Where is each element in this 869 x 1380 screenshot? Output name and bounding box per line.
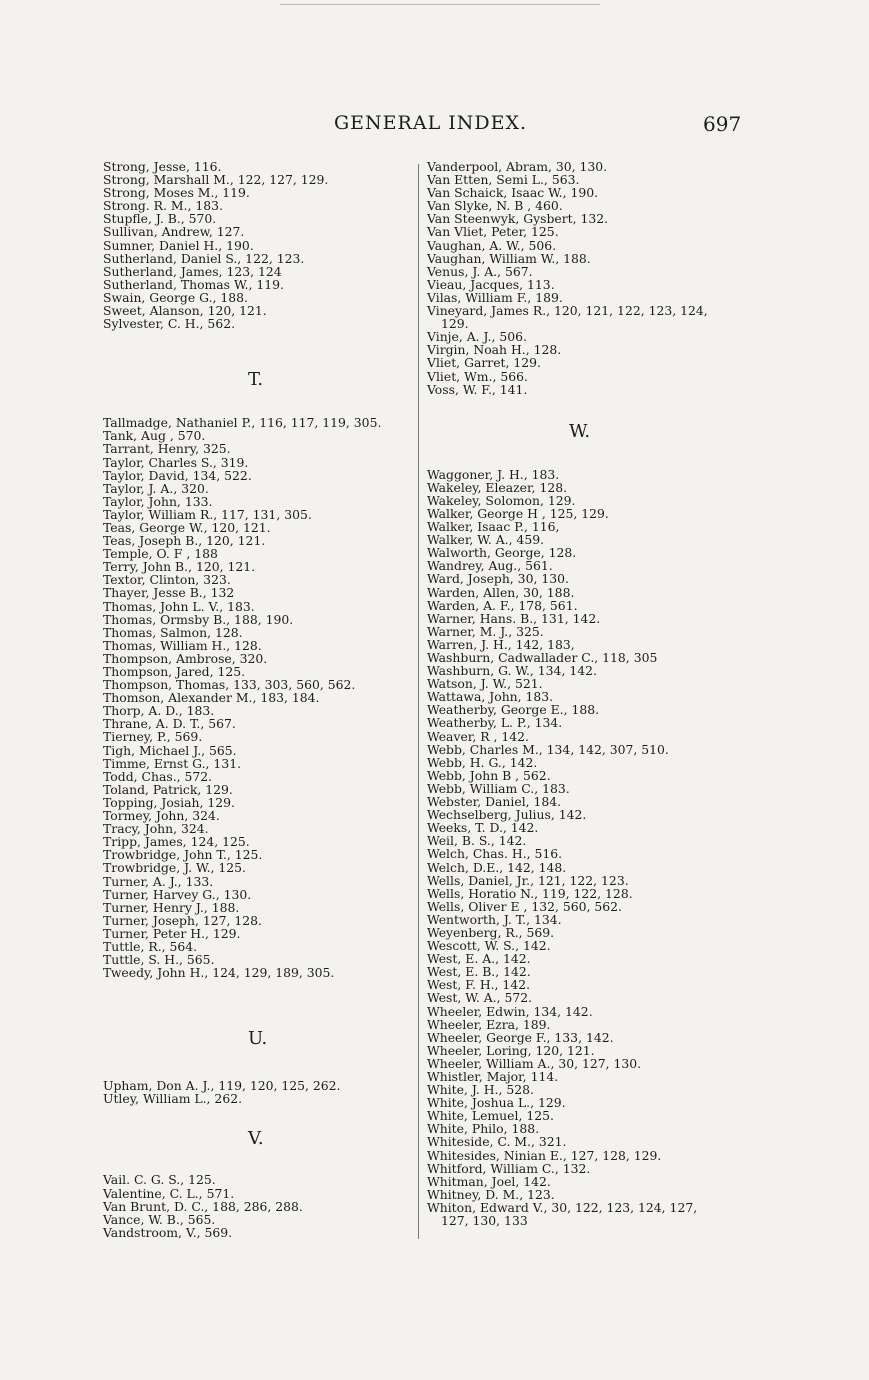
- index-entry: Wheeler, Edwin, 134, 142.: [427, 1003, 593, 1019]
- index-entry: Venus, J. A., 567.: [427, 263, 533, 279]
- index-entry: Vinje, A. J., 506.: [427, 329, 527, 345]
- index-entry: Wescott, W. S., 142.: [427, 938, 551, 954]
- index-entry: Sumner, Daniel H., 190.: [103, 237, 254, 253]
- index-entry: White, Philo, 188.: [427, 1121, 540, 1137]
- index-entry: Thomas, Ormsby B., 188, 190.: [103, 611, 294, 627]
- index-entry: Tierney, P., 569.: [103, 729, 203, 745]
- index-entry: Vail. C. G. S., 125.: [103, 1172, 216, 1188]
- index-entry: Taylor, Charles S., 319.: [103, 454, 249, 470]
- index-entry: White, Lemuel, 125.: [427, 1108, 554, 1124]
- index-entry: Teas, George W., 120, 121.: [103, 519, 271, 535]
- index-entry: Voss, W. F., 141.: [427, 381, 528, 397]
- column-divider: [418, 164, 419, 1239]
- index-entry: Warden, A. F., 178, 561.: [427, 597, 578, 613]
- index-entry: Whitford, William C., 132.: [427, 1160, 591, 1176]
- index-entry: Watson, J. W., 521.: [427, 676, 543, 692]
- index-entry: West, E. A., 142.: [427, 951, 531, 967]
- top-rule: [280, 4, 600, 5]
- index-entry: Wechselberg, Julius, 142.: [427, 807, 587, 823]
- index-entry: Waggoner, J. H., 183.: [427, 466, 560, 482]
- index-entry: Valentine, C. L., 571.: [103, 1185, 235, 1201]
- index-entry: West, F. H., 142.: [427, 977, 531, 993]
- index-entry: Wakeley, Eleazer, 128.: [427, 479, 568, 495]
- index-entry: Tripp, James, 124, 125.: [103, 834, 250, 850]
- index-entry: Turner, A. J., 133.: [103, 873, 214, 889]
- index-entry: Swain, George G., 188.: [103, 289, 248, 305]
- index-entry: Vineyard, James R., 120, 121, 122, 123, 124,: [427, 303, 708, 319]
- index-entry: Van Slyke, N. B , 460.: [427, 198, 563, 214]
- index-entry: Tank, Aug , 570.: [103, 428, 206, 444]
- index-entry: Thayer, Jesse B., 132: [103, 585, 235, 601]
- index-entry: Warden, Allen, 30, 188.: [427, 584, 575, 600]
- index-entry: Whiton, Edward V., 30, 122, 123, 124, 127,: [427, 1199, 698, 1215]
- index-entry: Turner, Peter H., 129.: [103, 925, 241, 941]
- index-entry: Wells, Daniel, Jr., 121, 122, 123.: [427, 872, 629, 888]
- index-entry: Strong, Marshall M., 122, 127, 129.: [103, 172, 329, 188]
- index-entry: White, J. H., 528.: [427, 1082, 534, 1098]
- index-entry: Tormey, John, 324.: [103, 808, 220, 824]
- section-heading: U.: [248, 1028, 268, 1050]
- index-entry: Tallmadge, Nathaniel P., 116, 117, 119, 305.: [103, 415, 382, 431]
- index-entry: Sweet, Alanson, 120, 121.: [103, 303, 267, 319]
- index-entry: Whitney, D. M., 123.: [427, 1186, 555, 1202]
- index-entry: Trowbridge, John T., 125.: [103, 847, 263, 863]
- page-title: GENERAL INDEX.: [334, 112, 528, 134]
- left-column: [103, 160, 403, 1239]
- index-entry: Webb, William C., 183.: [427, 780, 570, 796]
- index-entry: Toland, Patrick, 129.: [103, 781, 233, 797]
- index-entry: Webster, Daniel, 184.: [427, 794, 562, 810]
- index-entry: Wheeler, Loring, 120, 121.: [427, 1042, 595, 1058]
- index-entry: White, Joshua L., 129.: [427, 1095, 566, 1111]
- index-entry: Tigh, Michael J., 565.: [103, 742, 237, 758]
- index-entry: Upham, Don A. J., 119, 120, 125, 262.: [103, 1078, 341, 1094]
- section-heading: W.: [569, 420, 591, 442]
- index-entry: Taylor, William R., 117, 131, 305.: [103, 506, 312, 522]
- index-entry: Sutherland, Daniel S., 122, 123.: [103, 250, 305, 266]
- index-entry: Washburn, G. W., 134, 142.: [427, 663, 597, 679]
- index-entry: Weil, B. S., 142.: [427, 833, 527, 849]
- index-entry: Temple, O. F , 188: [103, 546, 218, 562]
- index-entry: Strong, Jesse, 116.: [103, 159, 222, 174]
- index-entry-continuation: 129.: [441, 316, 469, 332]
- index-entry: Van Etten, Semi L., 563.: [427, 172, 580, 188]
- index-entry: Walker, Isaac P., 116,: [427, 519, 560, 535]
- index-entry: Taylor, John, 133.: [103, 493, 213, 509]
- index-entry: Vieau, Jacques, 113.: [427, 276, 555, 292]
- index-entry: Vaughan, A. W., 506.: [427, 237, 557, 253]
- index-entry: Taylor, David, 134, 522.: [103, 467, 252, 483]
- index-entry: Tweedy, John H., 124, 129, 189, 305.: [103, 965, 335, 981]
- index-entry: Wheeler, George F., 133, 142.: [427, 1029, 614, 1045]
- index-entry: Strong, Moses M., 119.: [103, 185, 250, 201]
- index-entry: Topping, Josiah, 129.: [103, 794, 235, 810]
- index-entry: Vance, W. B., 565.: [103, 1211, 216, 1227]
- index-entry: Thompson, Jared, 125.: [103, 664, 246, 679]
- index-entry: Tarrant, Henry, 325.: [103, 441, 231, 457]
- index-entry: Wells, Oliver E , 132, 560, 562.: [427, 898, 623, 914]
- index-entry: Weatherby, George E., 188.: [427, 702, 600, 718]
- index-entry: Warner, M. J., 325.: [427, 623, 544, 639]
- index-entry: Turner, Joseph, 127, 128.: [103, 912, 262, 928]
- index-entry: Virgin, Noah H., 128.: [427, 342, 562, 358]
- section-heading: T.: [248, 369, 264, 391]
- page-header: [0, 112, 869, 140]
- index-entry: Warner, Hans. B., 131, 142.: [427, 610, 601, 626]
- index-entry: Thomas, John L. V., 183.: [103, 598, 255, 614]
- index-entry: Timme, Ernst G., 131.: [103, 755, 242, 771]
- index-entry: Wells, Horatio N., 119, 122, 128.: [427, 885, 633, 901]
- index-entry: Tuttle, R., 564.: [103, 938, 198, 954]
- index-entry: Vanderpool, Abram, 30, 130.: [427, 159, 608, 174]
- index-entry: Whiteside, C. M., 321.: [427, 1134, 567, 1150]
- index-entry: Tuttle, S. H., 565.: [103, 952, 215, 968]
- index-entry: Stupfle, J. B., 570.: [103, 211, 217, 227]
- index-entry: Weatherby, L. P., 134.: [427, 715, 563, 731]
- index-entry: Van Steenwyk, Gysbert, 132.: [427, 211, 609, 227]
- index-entry: Trowbridge, J. W., 125.: [103, 860, 246, 876]
- index-entry: Van Schaick, Isaac W., 190.: [427, 185, 599, 201]
- index-entry: Webb, H. G., 142.: [427, 754, 538, 770]
- index-entry: Wentworth, J. T., 134.: [427, 911, 562, 927]
- index-entry: Walworth, George, 128.: [427, 545, 577, 561]
- index-entry: Thomas, Salmon, 128.: [103, 624, 243, 640]
- index-entry: Weeks, T. D., 142.: [427, 820, 539, 836]
- index-entry: West, E. B., 142.: [427, 964, 531, 980]
- index-entry: Utley, William L., 262.: [103, 1091, 243, 1107]
- index-entry: Vandstroom, V., 569.: [103, 1224, 233, 1240]
- index-entry: Thorp, A. D., 183.: [103, 703, 215, 719]
- index-entry: Wandrey, Aug., 561.: [427, 558, 553, 574]
- index-entry: Thompson, Thomas, 133, 303, 560, 562.: [103, 677, 356, 693]
- index-entry: Teas, Joseph B., 120, 121.: [103, 533, 266, 549]
- index-entry: Thomas, William H., 128.: [103, 637, 262, 653]
- index-entry: Terry, John B., 120, 121.: [103, 559, 256, 575]
- index-entry: Welch, Chas. H., 516.: [427, 846, 563, 862]
- index-entry-continuation: 127, 130, 133: [441, 1213, 528, 1229]
- index-entry: Sullivan, Andrew, 127.: [103, 224, 245, 240]
- index-entry: Whitesides, Ninian E., 127, 128, 129.: [427, 1147, 662, 1163]
- index-entry: Sutherland, Thomas W., 119.: [103, 276, 284, 292]
- right-column: [427, 160, 747, 1227]
- index-entry: Weaver, R , 142.: [427, 728, 529, 744]
- index-entry: Whitman, Joel, 142.: [427, 1173, 551, 1189]
- index-entry: Thomson, Alexander M., 183, 184.: [103, 690, 320, 706]
- index-entry: Washburn, Cadwallader C., 118, 305: [427, 650, 658, 665]
- index-entry: Strong. R. M., 183.: [103, 198, 223, 214]
- index-entry: Vilas, William F., 189.: [427, 289, 563, 305]
- index-entry: Turner, Harvey G., 130.: [103, 886, 252, 902]
- index-entry: Vaughan, William W., 188.: [427, 250, 591, 266]
- index-entry: Whistler, Major, 114.: [427, 1069, 559, 1084]
- index-entry: Ward, Joseph, 30, 130.: [427, 571, 569, 587]
- index-entry: Vliet, Garret, 129.: [427, 355, 541, 371]
- index-entry: Webb, Charles M., 134, 142, 307, 510.: [427, 741, 669, 757]
- page-number: 697: [703, 112, 742, 136]
- index-entry: West, W. A., 572.: [427, 990, 533, 1006]
- index-entry: Vliet, Wm., 566.: [427, 368, 528, 384]
- index-entry: Walker, W. A., 459.: [427, 532, 545, 548]
- index-entry: Warren, J. H., 142, 183,: [427, 636, 575, 652]
- index-entry: Textor, Clinton, 323.: [103, 572, 231, 588]
- index-entry: Van Brunt, D. C., 188, 286, 288.: [103, 1198, 303, 1214]
- index-entry: Wakeley, Solomon, 129.: [427, 492, 576, 508]
- index-entry: Wheeler, Ezra, 189.: [427, 1016, 551, 1032]
- index-entry: Weyenberg, R., 569.: [427, 924, 555, 940]
- index-entry: Tracy, John, 324.: [103, 821, 209, 837]
- index-entry: Thrane, A. D. T., 567.: [103, 716, 236, 732]
- index-entry: Sylvester, C. H., 562.: [103, 316, 236, 332]
- index-entry: Todd, Chas., 572.: [103, 768, 213, 784]
- index-entry: Taylor, J. A., 320.: [103, 480, 209, 496]
- index-entry: Wheeler, William A., 30, 127, 130.: [427, 1055, 642, 1071]
- index-entry: Webb, John B , 562.: [427, 767, 551, 783]
- index-entry: Welch, D.E., 142, 148.: [427, 859, 567, 875]
- section-heading: V.: [248, 1128, 264, 1150]
- index-entry: Turner, Henry J., 188.: [103, 899, 240, 915]
- index-entry: Sutherland, James, 123, 124: [103, 263, 282, 279]
- index-entry: Wattawa, John, 183.: [427, 689, 554, 705]
- index-entry: Van Vliet, Peter, 125.: [427, 224, 559, 240]
- index-entry: Thompson, Ambrose, 320.: [103, 650, 268, 666]
- index-entry: Walker, George H , 125, 129.: [427, 505, 609, 521]
